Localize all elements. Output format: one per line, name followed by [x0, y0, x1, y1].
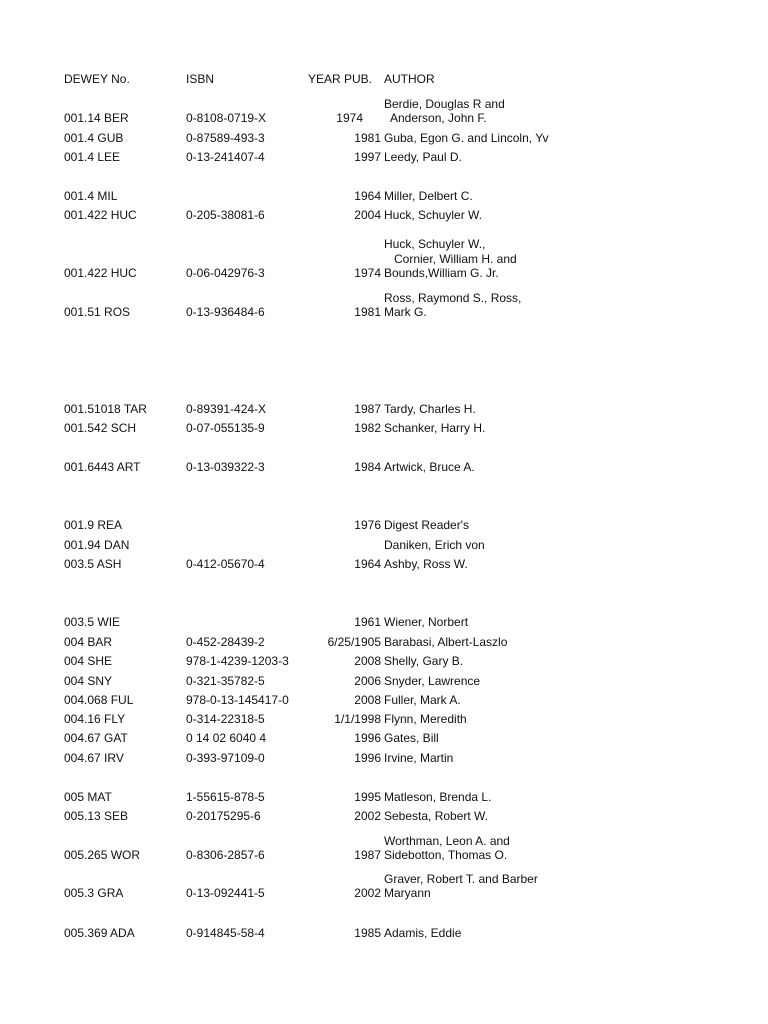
dewey-cell: 001.51 ROS: [64, 305, 131, 319]
author-line: Graver, Robert T. and Barber: [384, 872, 538, 886]
dewey-cell: 004.67 IRV: [64, 751, 124, 765]
year-cell: 1964: [354, 189, 381, 203]
year-cell: 1981: [354, 305, 381, 319]
isbn-cell: 0-321-35782-5: [186, 674, 265, 688]
dewey-cell: 001.4 MIL: [64, 189, 118, 203]
isbn-cell: 0-8306-2857-6: [186, 848, 265, 862]
author-line: Guba, Egon G. and Lincoln, Yv: [384, 131, 549, 145]
dewey-cell: 005 MAT: [64, 790, 112, 804]
dewey-cell: 005.13 SEB: [64, 809, 129, 823]
year-cell: 1976: [354, 518, 381, 532]
isbn-cell: 0 14 02 6040 4: [186, 731, 267, 745]
year-cell: 1/1/1998: [334, 712, 381, 726]
author-line: Tardy, Charles H.: [384, 402, 476, 416]
isbn-cell: 0-205-38081-6: [186, 208, 265, 222]
isbn-cell: 0-412-05670-4: [186, 557, 265, 571]
dewey-cell: 003.5 ASH: [64, 557, 122, 571]
dewey-cell: 004.16 FLY: [64, 712, 126, 726]
isbn-cell: 0-393-97109-0: [186, 751, 265, 765]
author-line: Matleson, Brenda L.: [384, 790, 492, 804]
year-cell: 1985: [354, 926, 381, 940]
dewey-cell: 001.94 DAN: [64, 538, 130, 552]
year-cell: 1982: [354, 421, 381, 435]
author-line: Miller, Delbert C.: [384, 189, 473, 203]
dewey-cell: 001.422 HUC: [64, 208, 137, 222]
year-cell: 2002: [354, 886, 381, 900]
isbn-cell: 0-13-092441-5: [186, 886, 265, 900]
author-line: Bounds,William G. Jr.: [384, 266, 499, 280]
isbn-cell: 1-55615-878-5: [186, 790, 265, 804]
year-cell: 2008: [354, 654, 381, 668]
author-line: Fuller, Mark A.: [384, 693, 461, 707]
year-cell: 1981: [354, 131, 381, 145]
dewey-cell: 004.67 GAT: [64, 731, 128, 745]
dewey-cell: 001.51018 TAR: [64, 402, 147, 416]
isbn-cell: 978-1-4239-1203-3: [186, 654, 289, 668]
year-cell: 2004: [354, 208, 381, 222]
author-line: Worthman, Leon A. and: [384, 834, 510, 848]
isbn-cell: 0-8108-0719-X: [186, 111, 267, 125]
isbn-cell: 0-87589-493-3: [186, 131, 265, 145]
isbn-cell: 0-452-28439-2: [186, 635, 265, 649]
header-isbn: ISBN: [186, 72, 215, 86]
isbn-cell: 0-13-936484-6: [186, 305, 265, 319]
dewey-cell: 005.3 GRA: [64, 886, 124, 900]
dewey-cell: 001.9 REA: [64, 518, 123, 532]
author-line: Flynn, Meredith: [384, 712, 467, 726]
dewey-cell: 004 SHE: [64, 654, 113, 668]
year-cell: 1987: [354, 402, 381, 416]
author-line: Daniken, Erich von: [384, 538, 485, 552]
author-line: Mark G.: [384, 305, 427, 319]
year-cell: 1961: [354, 615, 381, 629]
dewey-cell: 001.4 GUB: [64, 131, 124, 145]
year-cell: 2006: [354, 674, 381, 688]
dewey-cell: 004.068 FUL: [64, 693, 134, 707]
year-cell: 1987: [354, 848, 381, 862]
author-line: Wiener, Norbert: [384, 615, 469, 629]
author-line: Shelly, Gary B.: [384, 654, 464, 668]
author-line: Digest Reader's: [384, 518, 469, 532]
header-year: YEAR PUB.: [308, 72, 373, 86]
header-author: AUTHOR: [384, 72, 435, 86]
dewey-cell: 001.4 LEE: [64, 150, 121, 164]
author-line: Sidebotton, Thomas O.: [384, 848, 508, 862]
isbn-cell: 0-13-039322-3: [186, 460, 265, 474]
year-cell: 1984: [354, 460, 381, 474]
isbn-cell: 978-0-13-145417-0: [186, 693, 289, 707]
header-dewey: DEWEY No.: [64, 72, 130, 86]
year-cell: 1974: [336, 111, 363, 125]
dewey-cell: 001.422 HUC: [64, 266, 137, 280]
dewey-cell: 001.542 SCH: [64, 421, 137, 435]
author-line: Leedy, Paul D.: [384, 150, 462, 164]
author-line: Snyder, Lawrence: [384, 674, 481, 688]
author-line: Anderson, John F.: [390, 111, 487, 125]
year-cell: 1997: [354, 150, 381, 164]
year-cell: 2008: [354, 693, 381, 707]
author-line: Ross, Raymond S., Ross,: [384, 291, 522, 305]
isbn-cell: 0-914845-58-4: [186, 926, 265, 940]
dewey-cell: 003.5 WIE: [64, 615, 121, 629]
isbn-cell: 0-07-055135-9: [186, 421, 265, 435]
author-line: Huck, Schuyler W.,: [384, 237, 486, 251]
isbn-cell: 0-20175295-6: [186, 809, 261, 823]
year-cell: 1996: [354, 731, 381, 745]
dewey-cell: 005.265 WOR: [64, 848, 141, 862]
isbn-cell: 0-89391-424-X: [186, 402, 267, 416]
year-cell: 1974: [354, 266, 381, 280]
isbn-cell: 0-13-241407-4: [186, 150, 265, 164]
isbn-cell: 0-06-042976-3: [186, 266, 265, 280]
dewey-cell: 001.14 BER: [64, 111, 129, 125]
author-line: Adamis, Eddie: [384, 926, 462, 940]
year-cell: 2002: [354, 809, 381, 823]
author-line: Cornier, William H. and: [394, 252, 517, 266]
author-line: Ashby, Ross W.: [384, 557, 468, 571]
year-cell: 1996: [354, 751, 381, 765]
author-line: Huck, Schuyler W.: [384, 208, 483, 222]
author-line: Maryann: [384, 886, 431, 900]
dewey-cell: 005.369 ADA: [64, 926, 135, 940]
year-cell: 1964: [354, 557, 381, 571]
author-line: Barabasi, Albert-Laszlo: [384, 635, 508, 649]
year-cell: 6/25/1905: [327, 635, 381, 649]
year-cell: 1995: [354, 790, 381, 804]
author-line: Gates, Bill: [384, 731, 439, 745]
dewey-cell: 004 BAR: [64, 635, 113, 649]
author-line: Irvine, Martin: [384, 751, 454, 765]
dewey-cell: 001.6443 ART: [64, 460, 141, 474]
isbn-cell: 0-314-22318-5: [186, 712, 265, 726]
author-line: Sebesta, Robert W.: [384, 809, 489, 823]
dewey-cell: 004 SNY: [64, 674, 113, 688]
author-line: Schanker, Harry H.: [384, 421, 486, 435]
author-line: Berdie, Douglas R and: [384, 97, 505, 111]
author-line: Artwick, Bruce A.: [384, 460, 475, 474]
